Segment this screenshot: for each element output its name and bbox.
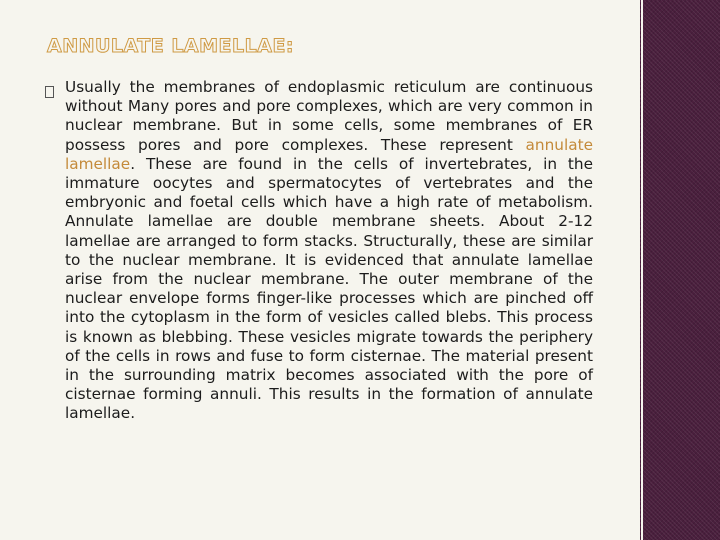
- side-panel-divider: [641, 0, 643, 540]
- slide-paragraph: [65, 78, 593, 424]
- box-bullet-icon: [45, 86, 54, 98]
- highlighted-term: annulate lamellae: [65, 135, 593, 173]
- slide-title: ANNULATE LAMELLAE:: [47, 35, 295, 57]
- paragraph-text-part-1: Usually the membranes of endoplasmic reticulum are continuous without Many pores and pore complexes, which are very common in nuclear membrane. But in some cells, some membranes of ER possess pores and pore complexes. These represent: [65, 78, 593, 154]
- decorative-side-panel: [640, 0, 720, 540]
- paragraph-text-part-2: . These are found in the cells of invertebrates, in the immature oocytes and spermatocytes of vertebrates and the embryonic and foetal cells which have a high rate of metabolism. Annulate lamellae are double membrane sheets. About 2-12 lamellae are arranged to form stacks. Structurally, these are similar to the nuclear membrane. It is evidenced that annulate lamellae arise from the nuclear membrane. The outer membrane of the nuclear envelope forms finger-like processes which are pinched off into the cytoplasm in the form of vesicles called blebs. This process is known as blebbing. These vesicles migrate towards the periphery of the cells in rows and fuse to form cisternae. The material present in the surrounding matrix becomes associated with the pore of cisternae forming annuli. This results in the formation of annulate lamellae.: [65, 154, 593, 423]
